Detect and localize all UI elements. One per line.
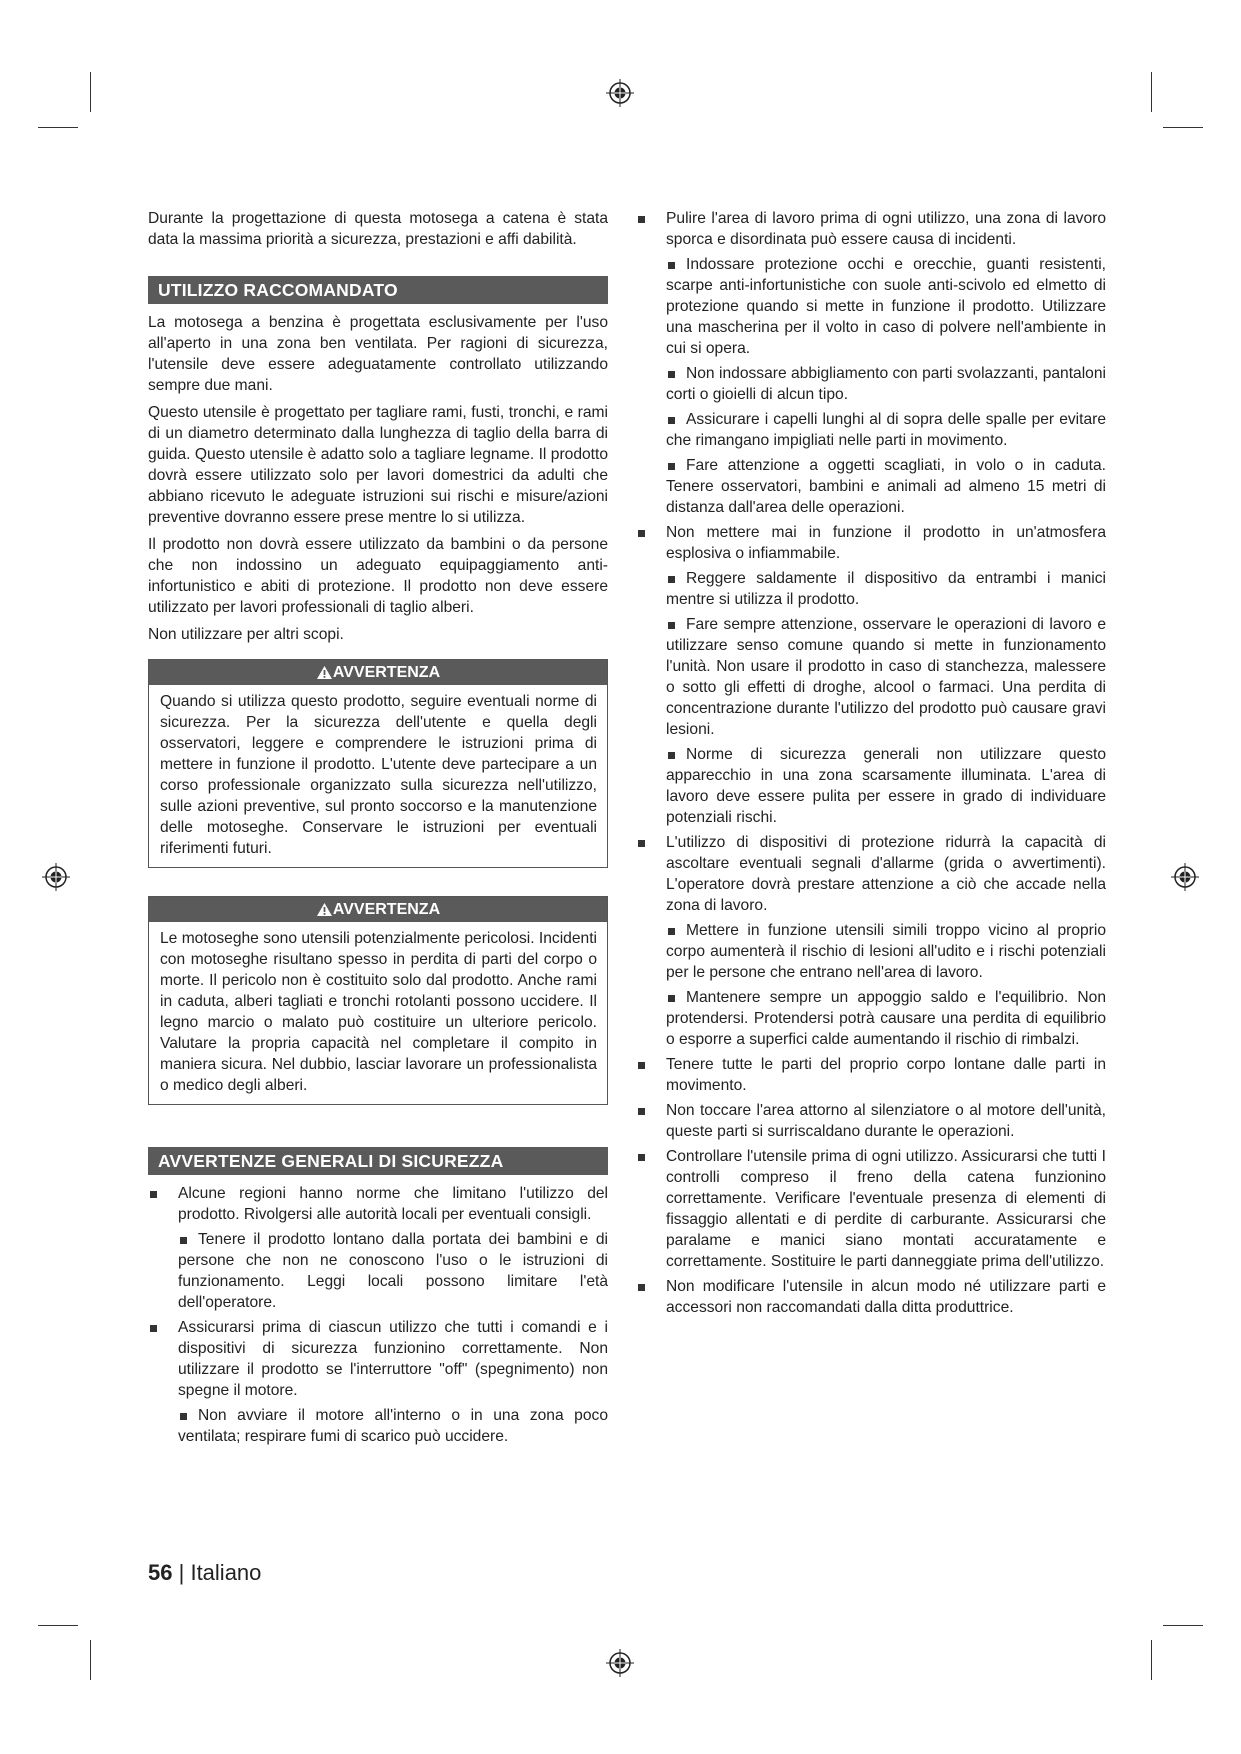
warning-title: AVVERTENZA — [332, 901, 441, 918]
warning-box — [148, 896, 608, 1105]
list-item: Controllare l'utensile prima di ogni utilizzo. Assicurarsi che tutti I controlli compreso il freno della catena funzionino correttamente. Verificare l'eventuale presenza di elementi di fissaggio allentati e di perdite di carburante. Assicurarsi che paralame e manici siano montati accuratamente e correttamente. Sostituire le parti danneggiate prima dell'utilizzo. — [636, 1146, 1106, 1272]
bullet-square-icon — [668, 622, 675, 629]
list-item: Assicurare i capelli lunghi al di sopra delle spalle per evitare che rimangano impigliati nelle parti in movimento. — [666, 411, 1106, 449]
list-item: Fare sempre attenzione, osservare le operazioni di lavoro e utilizzare senso comune quando si mette in funzionamento l'unità. Non usare il prodotto in caso di stanchezza, malessere o sotto gli effetti di droghe, alcool o farmaci. Una perdita di concentrazione durante l'utilizzo del prodotto può causare gravi lesioni. — [666, 616, 1106, 738]
bullet-square-icon — [638, 1108, 645, 1115]
crop-mark — [90, 72, 91, 112]
bullet-square-icon — [638, 840, 645, 847]
page-footer — [148, 1560, 261, 1586]
crop-mark — [38, 127, 78, 128]
bullet-square-icon — [668, 752, 675, 759]
list-item: Indossare protezione occhi e orecchie, guanti resistenti, scarpe anti-infortunistiche con suole anti-scivolo ed elmetto di protezione quando si mette in funzione il prodotto. Utilizzare una mascherina per il volto in caso di polvere nell'ambiente in cui si opera. — [666, 256, 1106, 357]
right-column — [636, 208, 1106, 1322]
paragraph: Il prodotto non dovrà essere utilizzato da bambini o da persone che non indossino un adeguato equipaggiamento anti-infortunistico e abiti di protezione. Il prodotto non deve essere utilizzato per lavori professionali di taglio alberi. — [148, 536, 608, 616]
list-item: Fare attenzione a oggetti scagliati, in volo o in caduta. Tenere osservatori, bambini e animali ad almeno 15 metri di distanza dall'area delle operazioni. — [666, 457, 1106, 516]
list-item: Alcune regioni hanno norme che limitano l'utilizzo del prodotto. Rivolgersi alle autorità locali per eventuali consigli. — [148, 1183, 608, 1225]
warning-triangle-icon — [316, 902, 333, 917]
registration-mark-icon — [605, 78, 635, 108]
warning-header — [149, 897, 607, 922]
bullet-square-icon — [180, 1237, 187, 1244]
warning-header — [149, 660, 607, 685]
list-item: Pulire l'area di lavoro prima di ogni utilizzo, una zona di lavoro sporca e disordinata può essere causa di incidenti. — [636, 208, 1106, 250]
intro-paragraph: Durante la progettazione di questa motosega a catena è stata data la massima priorità a sicurezza, prestazioni e affi dabilità. — [148, 210, 608, 248]
bullet-square-icon — [150, 1191, 157, 1198]
warning-text: Quando si utilizza questo prodotto, seguire eventuali norme di sicurezza. Per la sicurezza dell'utente e quella degli osservatori, leggere e comprendere le istruzioni prima di mettere in funzione il prodotto. L'utente deve partecipare a un corso professionale organizzato sulla sicurezza nell'utilizzo, sulle azioni preventive, sul pronto soccorso e la manutenzione delle motoseghe. Conservare le istruzioni per eventuali riferimenti futuri. — [160, 693, 597, 857]
warning-box — [148, 659, 608, 868]
list-item: Tenere il prodotto lontano dalla portata dei bambini e di persone che non ne conoscono l'uso o le istruzioni di funzionamento. Leggi locali possono limitare l'età dell'operatore. — [178, 1231, 608, 1311]
warning-triangle-icon — [316, 665, 333, 680]
bullet-square-icon — [638, 216, 645, 223]
list-item: Assicurarsi prima di ciascun utilizzo che tutti i comandi e i dispositivi di sicurezza funzionino correttamente. Non utilizzare il prodotto se l'interruttore "off" (spegnimento) non spegne il motore. — [148, 1317, 608, 1401]
registration-mark-icon — [1170, 862, 1200, 892]
page-number: 56 — [148, 1560, 173, 1585]
bullet-square-icon — [668, 417, 675, 424]
bullet-square-icon — [668, 371, 675, 378]
crop-mark — [1163, 127, 1203, 128]
crop-mark — [1163, 1625, 1203, 1626]
list-item: Reggere saldamente il dispositivo da entrambi i manici mentre si utilizza il prodotto. — [666, 570, 1106, 608]
list-item: Non toccare l'area attorno al silenziatore o al motore dell'unità, queste parti si surriscaldano durante le operazioni. — [636, 1100, 1106, 1142]
crop-mark — [1151, 1640, 1152, 1680]
paragraph: La motosega a benzina è progettata esclusivamente per l'uso all'aperto in una zona ben ventilata. Per ragioni di sicurezza, l'utensile deve essere adeguatamente controllato utilizzando sempre due mani. — [148, 314, 608, 394]
paragraph: Non utilizzare per altri scopi. — [148, 626, 344, 643]
warning-text: Le motoseghe sono utensili potenzialmente pericolosi. Incidenti con motoseghe risultano spesso in perdita di parti del corpo o morte. Il pericolo non è costituito solo dal prodotto. Anche rami in caduta, alberi tagliati e tronchi rotolanti possono uccidere. Il legno marcio o malato può costituire un ulteriore pericolo. Valutare la propria capacità nel completare il compito in maniera sicura. Nel dubbio, lasciar lavorare un professionalista o medico degli alberi. — [160, 930, 597, 1094]
list-item: Non mettere mai in funzione il prodotto in un'atmosfera esplosiva o infiammabile. — [636, 522, 1106, 564]
section-header-utilizzo: UTILIZZO RACCOMANDATO — [148, 276, 608, 304]
bullet-square-icon — [668, 995, 675, 1002]
bullet-square-icon — [668, 262, 675, 269]
list-item: Non indossare abbigliamento con parti svolazzanti, pantaloni corti o gioielli di alcun tipo. — [666, 365, 1106, 403]
list-item: Tenere tutte le parti del proprio corpo lontane dalle parti in movimento. — [636, 1054, 1106, 1096]
safety-list-continued — [636, 208, 1106, 1318]
list-item: Mantenere sempre un appoggio saldo e l'equilibrio. Non protendersi. Protendersi potrà causare una perdita di equilibrio o esporre a superfici calde aumentando il rischio di rimbalzi. — [666, 989, 1106, 1048]
crop-mark — [90, 1640, 91, 1680]
paragraph: Questo utensile è progettato per tagliare rami, fusti, tronchi, e rami di un diametro determinato dalla lunghezza di taglio della barra di guida. Questo utensile è adatto solo a tagliare legname. Il prodotto dovrà essere utilizzato solo per lavori domestrici da adulti che abbiano ricevuto le adeguate istruzioni sui rischi e misure/azioni preventive dovranno essere prese mentre lo si utilizza. — [148, 404, 608, 526]
warning-title: AVVERTENZA — [332, 664, 441, 681]
bullet-square-icon — [638, 530, 645, 537]
bullet-square-icon — [150, 1325, 157, 1332]
list-item: Non modificare l'utensile in alcun modo né utilizzare parti e accessori non raccomandati dalla ditta produttrice. — [636, 1276, 1106, 1318]
list-item: Non avviare il motore all'interno o in una zona poco ventilata; respirare fumi di scarico può uccidere. — [178, 1407, 608, 1445]
bullet-square-icon — [668, 928, 675, 935]
footer-language: Italiano — [190, 1560, 262, 1585]
bullet-square-icon — [638, 1062, 645, 1069]
list-item: L'utilizzo di dispositivi di protezione ridurrà la capacità di ascoltare eventuali segnali d'allarme (grida o avvertimenti). L'operatore dovrà prestare attenzione a ciò che accade nella zona di lavoro. — [636, 832, 1106, 916]
footer-separator: | — [178, 1560, 185, 1585]
crop-mark — [38, 1625, 78, 1626]
bullet-square-icon — [180, 1413, 187, 1420]
bullet-square-icon — [668, 463, 675, 470]
bullet-square-icon — [638, 1284, 645, 1291]
registration-mark-icon — [605, 1648, 635, 1678]
safety-list — [148, 1183, 608, 1447]
registration-mark-icon — [41, 862, 71, 892]
bullet-square-icon — [668, 576, 675, 583]
left-column — [148, 208, 608, 1451]
list-item: Norme di sicurezza generali non utilizzare questo apparecchio in una zona scarsamente illuminata. L'area di lavoro deve essere pulita per essere in grado di individuare potenziali rischi. — [666, 746, 1106, 826]
crop-mark — [1151, 72, 1152, 112]
list-item: Mettere in funzione utensili simili troppo vicino al proprio corpo aumenterà il rischio di lesioni all'udito e i rischi potenziali per le persone che entrano nell'area di lavoro. — [666, 922, 1106, 981]
section-header-avvertenze: AVVERTENZE GENERALI DI SICUREZZA — [148, 1147, 608, 1175]
bullet-square-icon — [638, 1154, 645, 1161]
